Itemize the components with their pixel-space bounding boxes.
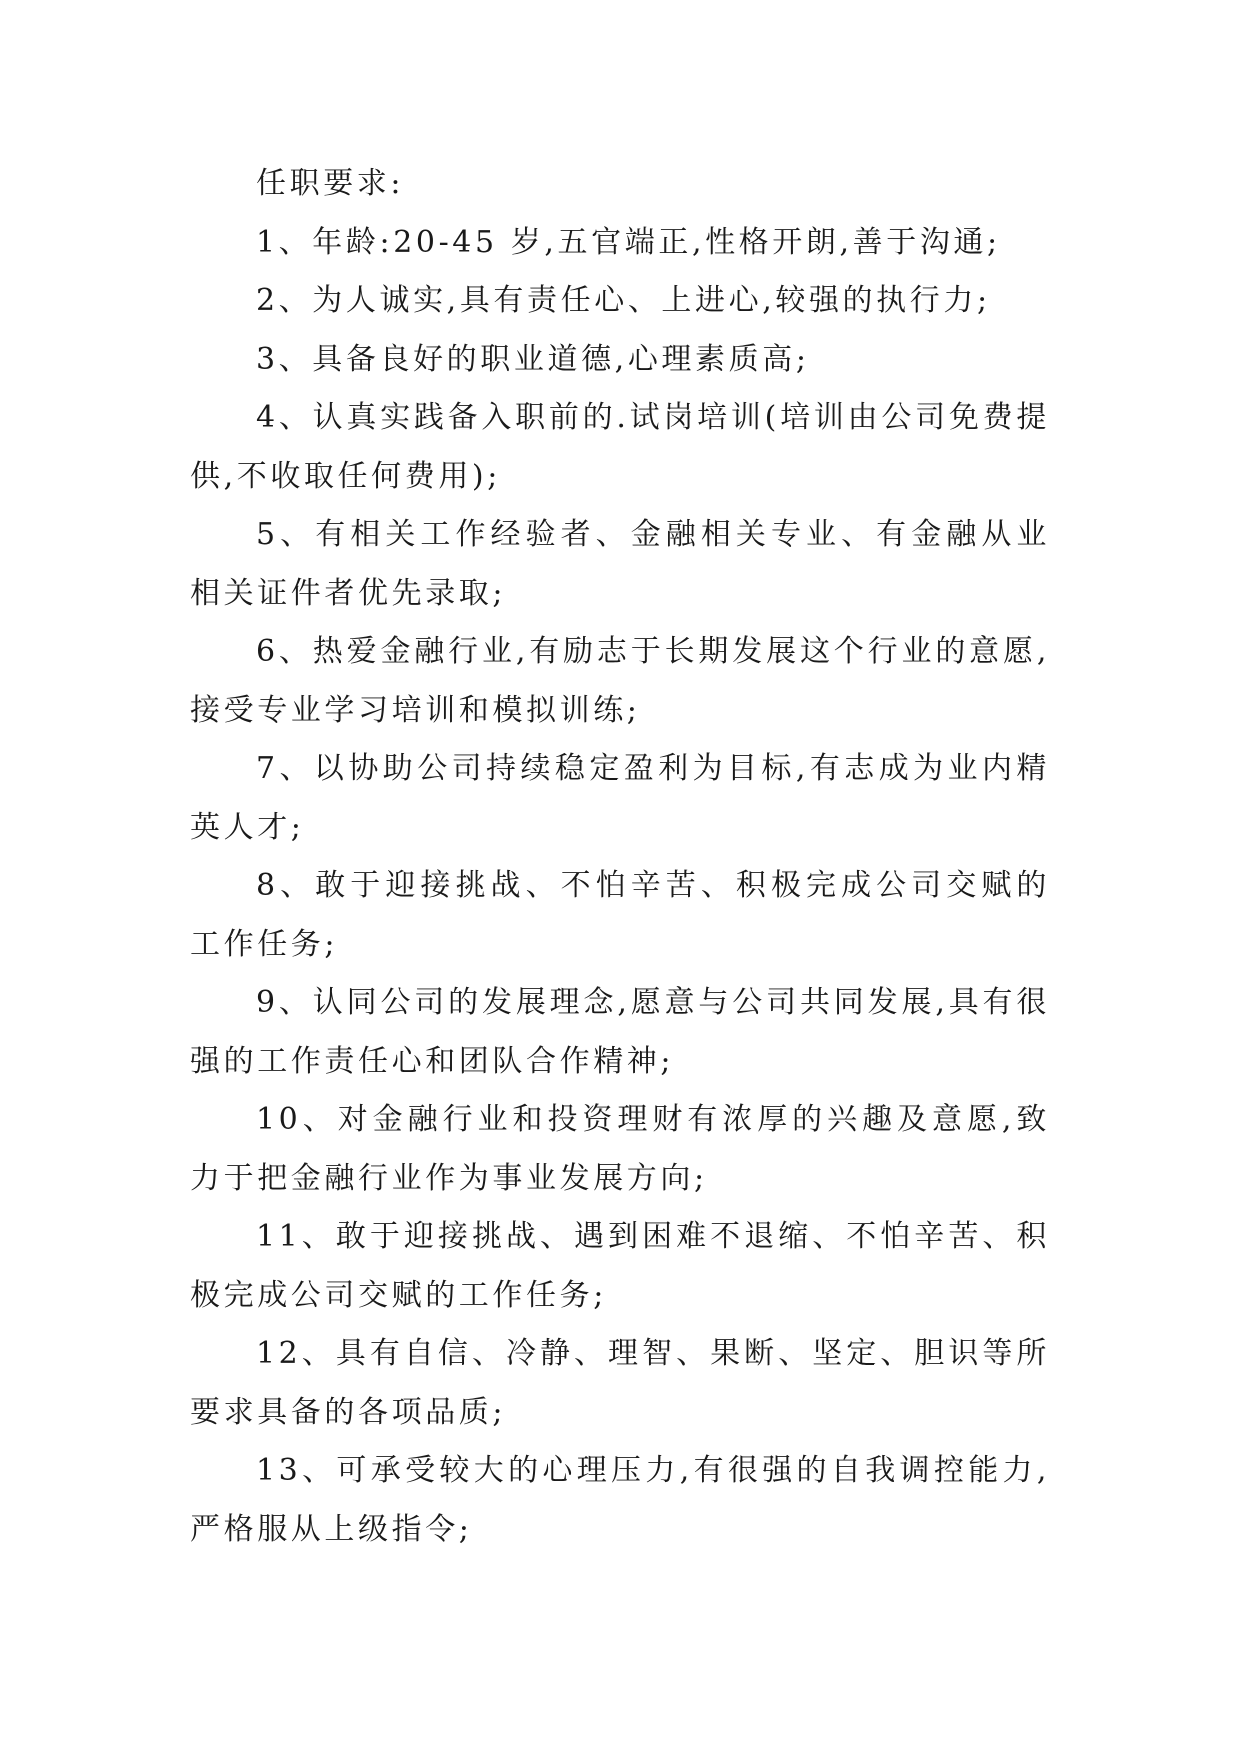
requirement-item-5: 5、有相关工作经验者、金融相关专业、有金融从业相关证件者优先录取; [190, 517, 1050, 611]
requirement-item-1: 1、年龄:20-45 岁,五官端正,性格开朗,善于沟通; [256, 224, 1001, 260]
requirement-item-13: 13、可承受较大的心理压力,有很强的自我调控能力,严格服从上级指令; [190, 1453, 1050, 1547]
requirement-item-12: 12、具有自信、冷静、理智、果断、坚定、胆识等所要求具备的各项品质; [190, 1336, 1050, 1430]
requirement-item-4: 4、认真实践备入职前的.试岗培训(培训由公司免费提供,不收取任何费用); [190, 400, 1050, 494]
requirement-item-6: 6、热爱金融行业,有励志于长期发展这个行业的意愿,接受专业学习培训和模拟训练; [190, 634, 1050, 728]
requirement-item-9: 9、认同公司的发展理念,愿意与公司共同发展,具有很强的工作责任心和团队合作精神; [190, 985, 1050, 1079]
requirement-item-10: 10、对金融行业和投资理财有浓厚的兴趣及意愿,致力于把金融行业作为事业发展方向; [190, 1102, 1050, 1196]
document-body [190, 155, 1050, 1559]
requirement-item-2: 2、为人诚实,具有责任心、上进心,较强的执行力; [256, 283, 991, 318]
requirement-item-7: 7、以协助公司持续稳定盈利为目标,有志成为业内精英人才; [190, 751, 1050, 845]
requirement-item-11: 11、敢于迎接挑战、遇到困难不退缩、不怕辛苦、积极完成公司交赋的工作任务; [190, 1219, 1050, 1313]
requirement-item-8: 8、敢于迎接挑战、不怕辛苦、积极完成公司交赋的工作任务; [190, 868, 1050, 962]
section-heading: 任职要求: [256, 166, 405, 201]
requirement-item-3: 3、具备良好的职业道德,心理素质高; [256, 341, 810, 377]
